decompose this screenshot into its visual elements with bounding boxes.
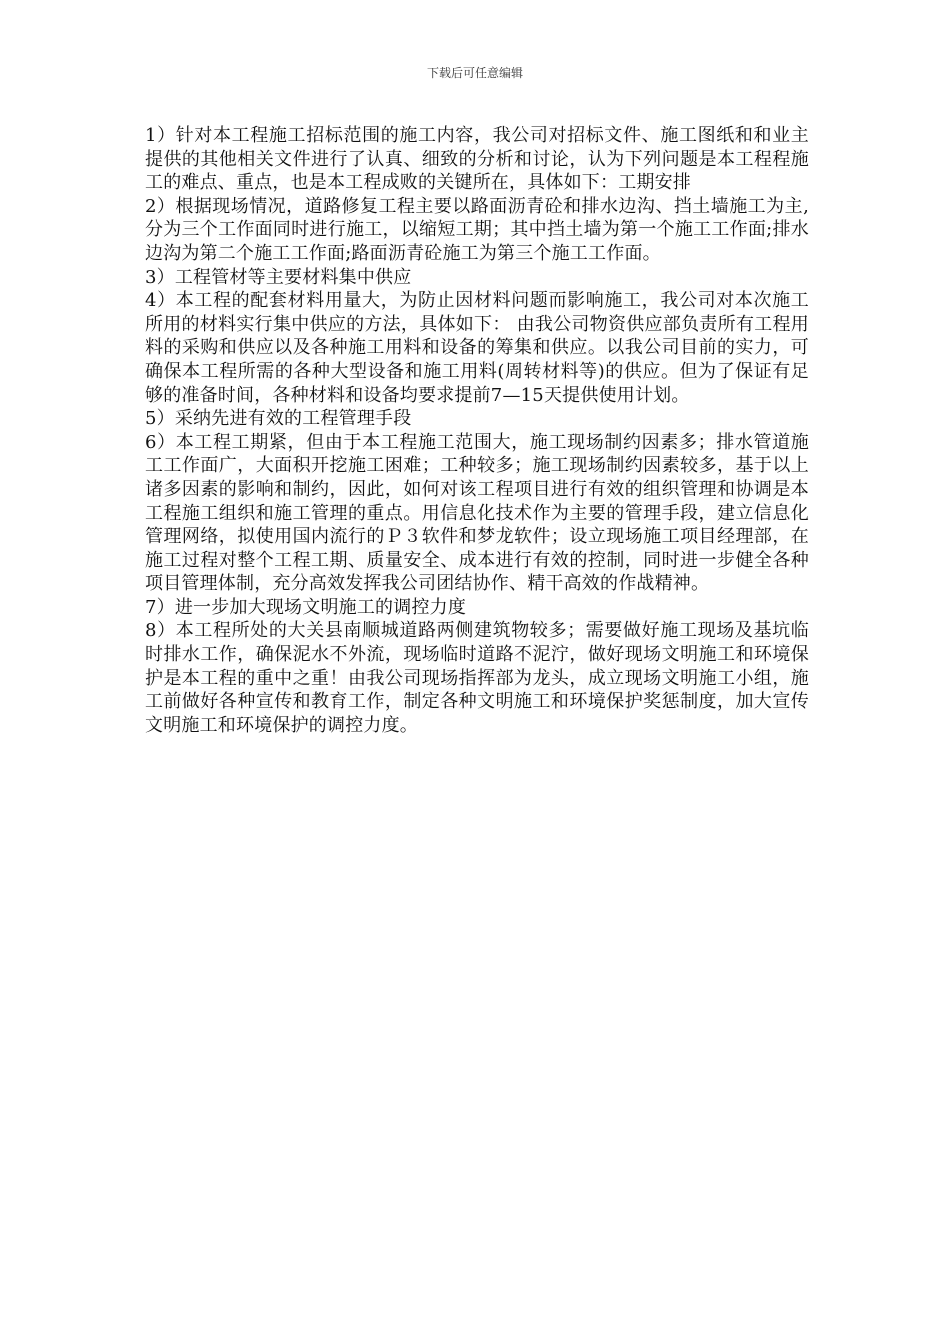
paragraph-5: 5）采纳先进有效的工程管理手段 [145, 408, 412, 430]
paragraph-7: 7）进一步加大现场文明施工的调控力度 [145, 596, 467, 618]
paragraph-4: 4）本工程的配套材料用量大，为防止因材料问题而影响施工，我公司对本次施工所用的材料实行集中供应的方法，具体如下： 由我公司物资供应部负责所有工程用料的采购和供应以及各种施工用料和设备的筹集和供应。以我公司目前的实力，可确保本工程所需的各种大型设备和施工用料(周转材料等)的供应。但为了保证有足够的准备时间，各种材料和设备均要求提前7—15天提供使用计划。 [145, 290, 809, 406]
document-body [145, 124, 809, 737]
paragraph-8: 8）本工程所处的大关县南顺城道路两侧建筑物较多；需要做好施工现场及基坑临时排水工作，确保泥水不外流，现场临时道路不泥泞，做好现场文明施工和环境保护是本工程的重中之重！由我公司现场指挥部为龙头，成立现场文明施工小组，施工前做好各种宣传和教育工作，制定各种文明施工和环境保护奖惩制度，加大宣传文明施工和环境保护的调控力度。 [145, 620, 809, 736]
paragraph-1: 1）针对本工程施工招标范围的施工内容，我公司对招标文件、施工图纸和和业主提供的其他相关文件进行了认真、细致的分析和讨论，认为下列问题是本工程程施工的难点、重点，也是本工程成败的关键所在，具体如下：工期安排 [145, 125, 809, 194]
paragraph-3: 3）工程管材等主要材料集中供应 [145, 266, 412, 288]
paragraph-6: 6）本工程工期紧，但由于本工程施工范围大，施工现场制约因素多；排水管道施工工作面广，大面积开挖施工困难；工种较多；施工现场制约因素较多，基于以上诸多因素的影响和制约，因此，如何对该工程项目进行有效的组织管理和协调是本工程施工组织和施工管理的重点。用信息化技术作为主要的管理手段，建立信息化管理网络，拟使用国内流行的Ｐ３软件和梦龙软件；设立现场施工项目经理部，在施工过程对整个工程工期、质量安全、成本进行有效的控制，同时进一步健全各种项目管理体制，充分高效发挥我公司团结协作、精干高效的作战精神。 [145, 431, 809, 595]
paragraph-2: 2）根据现场情况，道路修复工程主要以路面沥青砼和排水边沟、挡土墙施工为主,分为三个工作面同时进行施工，以缩短工期；其中挡土墙为第一个施工工作面;排水边沟为第二个施工工作面;路面沥青砼施工为第三个施工工作面。 [145, 195, 809, 264]
page-header: 下载后可任意编辑 [426, 66, 523, 80]
